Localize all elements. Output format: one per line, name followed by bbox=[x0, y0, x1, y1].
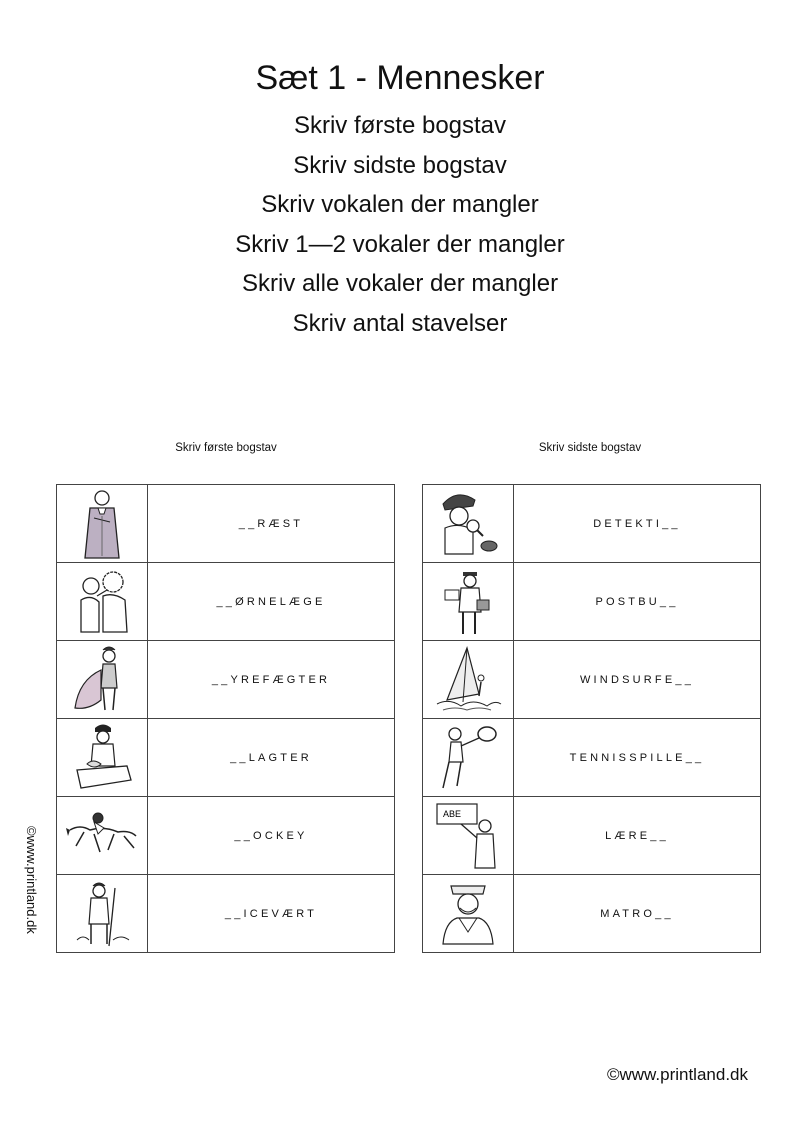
detective-icon bbox=[433, 488, 503, 560]
picture-cell bbox=[423, 563, 514, 641]
bullfighter-icon bbox=[69, 644, 135, 716]
teacher-icon bbox=[433, 800, 503, 872]
board-text: ABE bbox=[443, 808, 462, 819]
butcher-icon bbox=[69, 722, 135, 794]
left-column-heading: Skriv første bogstav bbox=[175, 442, 277, 454]
word-cell[interactable]: WINDSURFE__ bbox=[514, 641, 761, 719]
word-cell[interactable]: LÆRE__ bbox=[514, 797, 761, 875]
word-cell[interactable]: __ØRNELÆGE bbox=[148, 563, 395, 641]
janitor-icon bbox=[69, 878, 135, 950]
jockey-icon bbox=[64, 806, 140, 866]
picture-cell bbox=[423, 875, 514, 953]
dentist-icon bbox=[69, 566, 135, 638]
right-exercise-table bbox=[422, 484, 761, 953]
word-cell[interactable]: __YREFÆGTER bbox=[148, 641, 395, 719]
picture-cell bbox=[423, 641, 514, 719]
left-exercise-table bbox=[56, 484, 395, 953]
table-row bbox=[57, 875, 395, 953]
side-copyright: ©www.printland.dk bbox=[24, 826, 39, 934]
picture-cell bbox=[57, 797, 148, 875]
instruction-item: Skriv alle vokaler der mangler bbox=[241, 270, 559, 297]
table-row bbox=[57, 641, 395, 719]
table-row bbox=[423, 563, 761, 641]
sailor-icon bbox=[433, 878, 503, 950]
instruction-item: Skriv 1—2 vokaler der mangler bbox=[235, 230, 565, 258]
picture-cell bbox=[57, 485, 148, 563]
instruction-list bbox=[0, 106, 800, 343]
picture-cell bbox=[423, 719, 514, 797]
word-cell[interactable]: __RÆST bbox=[148, 485, 395, 563]
instruction-item: Skriv vokalen der mangler bbox=[261, 191, 539, 218]
table-row bbox=[423, 485, 761, 563]
table-row bbox=[423, 797, 761, 875]
picture-cell bbox=[423, 797, 514, 875]
table-row bbox=[423, 641, 761, 719]
picture-cell bbox=[57, 563, 148, 641]
tennis-player-icon bbox=[433, 722, 503, 794]
word-cell[interactable]: __OCKEY bbox=[148, 797, 395, 875]
table-row bbox=[57, 563, 395, 641]
word-cell[interactable]: MATRO__ bbox=[514, 875, 761, 953]
windsurfer-icon bbox=[433, 644, 503, 716]
postman-icon bbox=[435, 566, 501, 638]
table-row bbox=[57, 485, 395, 563]
table-row bbox=[423, 719, 761, 797]
instruction-item: Skriv antal stavelser bbox=[292, 309, 508, 337]
priest-icon bbox=[72, 488, 132, 560]
instruction-item: Skriv sidste bogstav bbox=[293, 151, 507, 179]
picture-cell bbox=[423, 485, 514, 563]
table-row bbox=[57, 719, 395, 797]
word-cell[interactable]: __LAGTER bbox=[148, 719, 395, 797]
word-cell[interactable]: DETEKTI__ bbox=[514, 485, 761, 563]
picture-cell bbox=[57, 875, 148, 953]
word-cell[interactable]: __ICEVÆRT bbox=[148, 875, 395, 953]
right-column-heading: Skriv sidste bogstav bbox=[538, 442, 642, 454]
picture-cell bbox=[57, 641, 148, 719]
table-row bbox=[57, 797, 395, 875]
word-cell[interactable]: POSTBU__ bbox=[514, 563, 761, 641]
picture-cell bbox=[57, 719, 148, 797]
table-row bbox=[423, 875, 761, 953]
word-cell[interactable]: TENNISSPILLE__ bbox=[514, 719, 761, 797]
page-title: Sæt 1 - Mennesker bbox=[255, 59, 545, 97]
instruction-item: Skriv første bogstav bbox=[293, 112, 507, 139]
footer-copyright: ©www.printland.dk bbox=[606, 1065, 748, 1084]
